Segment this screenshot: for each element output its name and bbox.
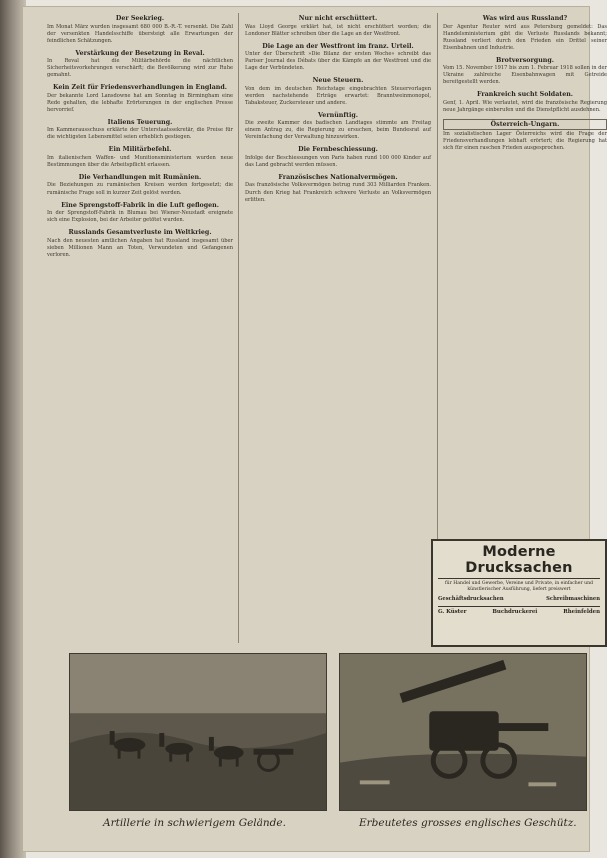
article-body: Der Agentur Reuter wird aus Petersburg gemeldet: Das Handelsministerium gibt die Verluste Russlands bekannt; Russland verliert durch den Frieden ein Drittel seiner Eisenbahnen und Industrie. [443,23,607,51]
article-body: Nach den neuesten amtlichen Angaben hat Russland insgesamt über sieben Millionen Mann an Toten, Verwundeten und Gefangenen verloren. [47,237,233,258]
article-italiens-teuerung [47,119,233,142]
article-body: Der bekannte Lord Lansdowne hat am Sonntag in Birmingham eine Rede gehalten, die lebhafte Erörterungen in der englischen Presse hervorrief. [47,92,233,113]
article-title: Verstärkung der Besetzung in Reval. [75,49,205,57]
article-title: Italiens Teuerung. [107,118,173,126]
column-left [47,13,233,647]
ad-title: Moderne Drucksachen [438,544,600,579]
article-frankreich [443,91,607,114]
article-russland [443,15,607,52]
article-body: Die Beziehungen zu rumänischen Kreisen werden fortgesetzt; die rumänische Frage soll in kurzer Zeit gelöst werden. [47,182,233,196]
article-title: Französisches Nationalvermögen. [278,173,398,181]
article-militaerbefehl [47,146,233,169]
article-friedensverhandlungen [47,84,233,114]
article-title: Russlands Gesamtverluste im Weltkrieg. [68,229,212,237]
ad-service-left: Geschäftsdrucksachen [438,596,504,603]
ad-printer-type: Buchdruckerei [492,609,538,616]
article-body: Die zweite Kammer des badischen Landtages stimmte am Freitag einem Antrag zu, die Regierung zu ersuchen, beim Bundesrat auf Vereinfachung der Verwaltung hinzuwirken. [245,120,431,141]
article-seekrieg [47,15,233,45]
article-body: Im Kammerausschuss erklärte der Unterstaatssekretär, die Preise für die wichtigsten Lebensmittel seien erheblich gestiegen. [47,127,233,141]
article-brotversorgung [443,57,607,87]
article-title: Was wird aus Russland? [482,15,568,22]
article-title: Österreich-Ungarn. [443,119,607,131]
article-body: Vom 15. November 1917 bis zum 1. Februar 1918 sollen in der Ukraine zahlreiche Eisenbahnwagen mit Getreide bereitgestellt werden. [443,65,607,86]
article-body: Im sozialistischen Lager Österreichs wird die Frage der Friedensverhandlungen lebhaft erörtert; die Regierung hat sich für einen raschen Frieden ausgesprochen. [443,131,607,152]
article-body: Was Lloyd George erklärt hat, ist nicht erschüttert worden; die Londoner Blätter schreiben über die Lage an der Westfront. [245,23,431,37]
advertisement-printing [431,539,607,647]
article-body: In der Sprengstoff-Fabrik in Blumau bei Wiener-Neustadt ereignete sich eine Explosion, bei der Arbeiter getötet wurden. [47,210,233,224]
article-body: Im Monat März wurden insgesamt 680 000 B.-R.-T. versenkt. Die Zahl der versenkten Handelsschiffe übersteigt alle Erwartungen der feindlichen Schätzungen. [47,23,233,44]
photo-artillery [69,653,327,811]
article-body: Infolge der Beschiessungen von Paris haben rund 100 000 Kinder auf das Land gebracht werden müssen. [245,154,431,168]
caption-captured-gun: Erbeutetes grosses englisches Geschütz. [359,817,577,829]
article-body: In Reval hat die Militärbehörde die nächtlichen Sicherheitsvorkehrungen verschärft; die Bevölkerung wird zur Ruhe gemahnt. [47,58,233,79]
article-oesterreich [443,119,607,153]
article-title: Ein Militärbefehl. [108,146,172,154]
column-divider [238,13,239,643]
captured-gun-photo-graphic [340,654,586,810]
article-title: Vernünftig. [318,111,358,119]
article-title: Neue Steuern. [312,77,364,85]
article-vernunft [245,112,431,142]
ad-service-right: Schreibmaschinen [546,596,600,603]
article-body: Von dem im deutschen Reichstage eingebrachten Steuervorlagen werden nachstehende Erträge erwartet: Branntweinmonopol, Tabaksteuer, Zuckersteuer und andere. [245,85,431,106]
article-title: Eine Sprengstoff-Fabrik in die Luft geflogen. [61,201,219,209]
photo-captured-gun [339,653,587,811]
article-title: Brotversorgung. [496,56,554,64]
ad-services [438,596,600,602]
article-title: Frankreich sucht Soldaten. [477,91,573,99]
article-russland-verluste [47,229,233,259]
article-nationalvermoegen [245,174,431,204]
article-rumaenien [47,174,233,197]
article-title: Nur nicht erschüttert. [298,15,378,22]
ad-city: Rheinfelden [563,609,600,616]
article-steuern [245,77,431,107]
article-fernbeschiessung [245,146,431,169]
article-reval [47,50,233,80]
article-title: Der Seekrieg. [115,15,165,22]
column-middle [245,13,431,647]
newspaper-page [22,6,607,852]
ad-footer [438,606,600,615]
caption-artillery: Artillerie in schwierigem Gelände. [103,817,286,829]
article-body: Unter der Überschrift »Die Bilanz der ersten Woche« schreibt das Pariser Journal des Débats über die Kämpfe an der Westfront und die Lage der Verbündeten. [245,51,431,72]
article-title: Kein Zeit für Friedensverhandlungen in England. [53,84,227,92]
artillery-photo-graphic [70,654,326,810]
ad-printer-name: G. Küster [438,609,467,616]
article-sprengstoff [47,202,233,225]
article-body: Das französische Volksvermögen betrug rund 303 Milliarden Franken. Durch den Krieg hat Frankreich schwere Verluste an Volksvermögen erlitten. [245,182,431,203]
article-title: Die Verhandlungen mit Rumänien. [78,173,202,181]
article-body: Genf, 1. April. Wie verlautet, wird die französische Regierung neue Jahrgänge einberufen und die Dienstpflicht ausdehnen. [443,99,607,113]
article-body: Im italienischen Waffen- und Munitionsministerium wurden neue Bestimmungen über die Arbeitspflicht erlassen. [47,154,233,168]
ad-text: für Handel und Gewerbe, Vereine und Private, in einfacher und künstlerischer Ausführung, liefert preiswert [444,581,593,593]
article-title: Die Fernbeschiessung. [298,146,378,154]
article-westfront [245,43,431,73]
article-nichts-erwartet [245,15,431,38]
article-title: Die Lage an der Westfront im franz. Urteil. [262,42,414,50]
